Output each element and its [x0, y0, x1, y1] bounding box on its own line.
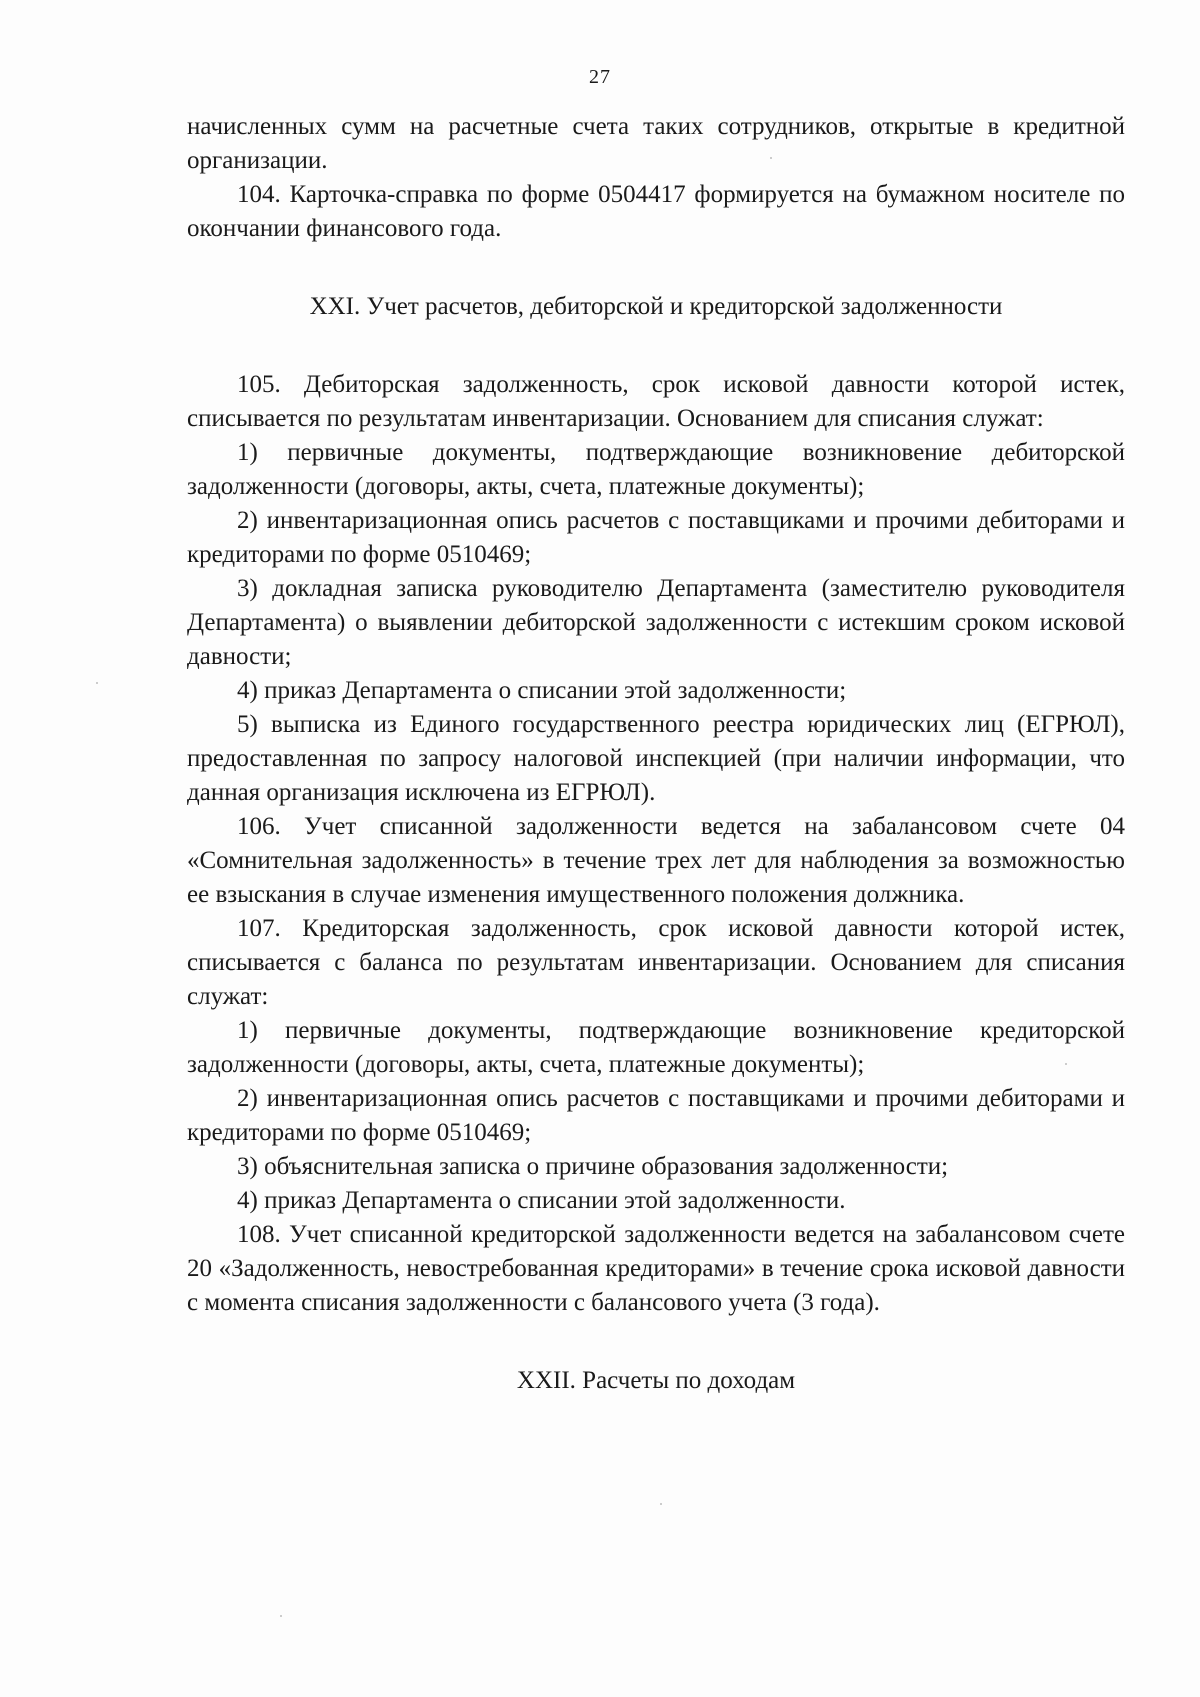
- list-item-107-2: 2) инвентаризационная опись расчетов с поставщиками и прочими дебиторами и кредиторами по форме 0510469;: [187, 1085, 1125, 1146]
- list-item-105-3: 3) докладная записка руководителю Департамента (заместителю руководителя Департамента) о выявлении дебиторской задолженности с истекшим сроком исковой давности;: [187, 575, 1125, 670]
- paragraph-106: 106. Учет списанной задолженности ведется на забалансовом счете 04 «Сомнительная задолженность» в течение трех лет для наблюдения за возможностью ее взыскания в случае изменения имущественного положения должника.: [187, 813, 1125, 908]
- paragraph-105: 105. Дебиторская задолженность, срок исковой давности которой истек, списывается по результатам инвентаризации. Основанием для списания служат:: [187, 371, 1125, 432]
- spacer: [187, 246, 1125, 290]
- document-body: [187, 110, 1125, 1398]
- scan-speck: [660, 1503, 662, 1505]
- page-number: 27: [589, 66, 611, 88]
- list-item-107-1: 1) первичные документы, подтверждающие возникновение кредиторской задолженности (договоры, акты, счета, платежные документы);: [187, 1017, 1125, 1078]
- paragraph-108: 108. Учет списанной кредиторской задолженности ведется на забалансовом счете 20 «Задолженность, невостребованная кредиторами» в течение срока исковой давности с момента списания задолженности с балансового учета (3 года).: [187, 1221, 1125, 1316]
- spacer: [187, 324, 1125, 368]
- list-item-105-4: 4) приказ Департамента о списании этой задолженности;: [237, 677, 847, 704]
- paragraph-107: 107. Кредиторская задолженность, срок исковой давности которой истек, списывается с баланса по результатам инвентаризации. Основанием для списания служат:: [187, 915, 1125, 1010]
- section-heading-xxii: XXII. Расчеты по доходам: [516, 1367, 796, 1394]
- scan-speck: [280, 1615, 282, 1617]
- list-item-105-5: 5) выписка из Единого государственного реестра юридических лиц (ЕГРЮЛ), предоставленная по запросу налоговой инспекцией (при наличии информации, что данная организация исключена из ЕГРЮЛ).: [187, 711, 1125, 806]
- scan-speck: [1065, 1063, 1067, 1065]
- list-item-107-3: 3) объяснительная записка о причине образования задолженности;: [237, 1153, 949, 1180]
- list-item-105-1: 1) первичные документы, подтверждающие возникновение дебиторской задолженности (договоры, акты, счета, платежные документы);: [187, 439, 1125, 500]
- paragraph-continuation: начисленных сумм на расчетные счета таких сотрудников, открытые в кредитной организации.: [187, 113, 1125, 174]
- spacer: [187, 1320, 1125, 1364]
- list-item-107-4: 4) приказ Департамента о списании этой задолженности.: [237, 1187, 846, 1214]
- scan-speck: [96, 682, 98, 684]
- paragraph-104: 104. Карточка-справка по форме 0504417 формируется на бумажном носителе по окончании финансового года.: [187, 181, 1125, 242]
- section-heading-xxi: XXI. Учет расчетов, дебиторской и кредиторской задолженности: [309, 293, 1003, 320]
- list-item-105-2: 2) инвентаризационная опись расчетов с поставщиками и прочими дебиторами и кредиторами по форме 0510469;: [187, 507, 1125, 568]
- scan-speck: [770, 157, 772, 159]
